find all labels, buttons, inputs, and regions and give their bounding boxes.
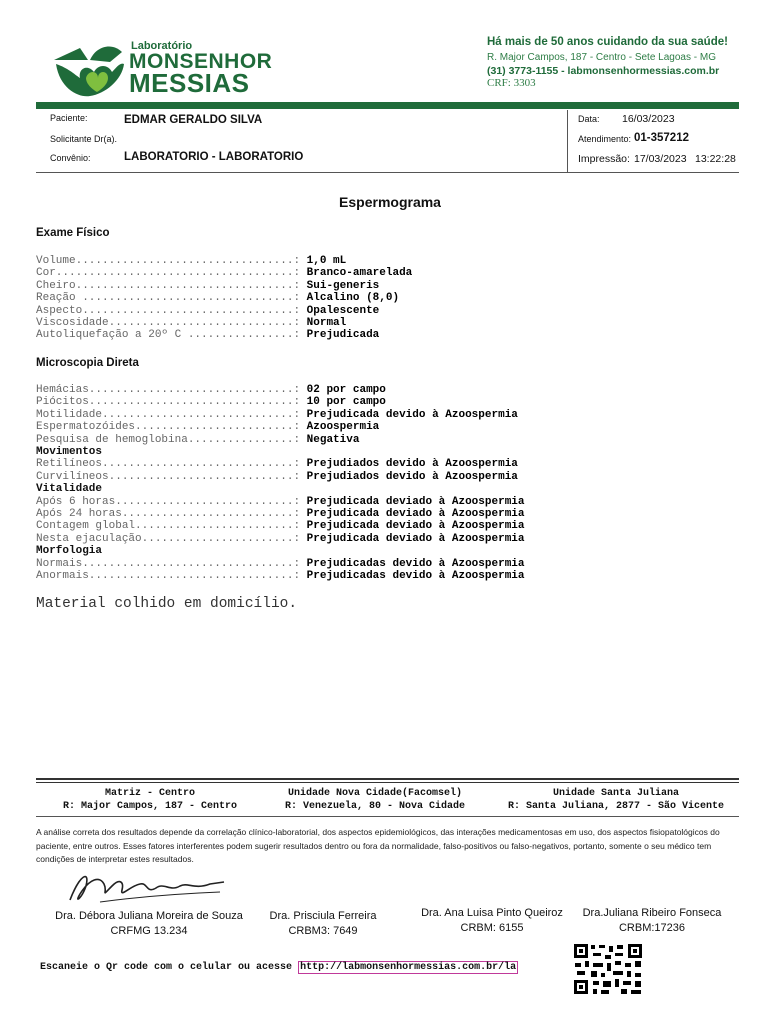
header-contact: (31) 3773-1155 - labmonsenhormessias.com.br	[487, 65, 720, 77]
list-item: Motilidade.............................: Prejudicada devido à Azoospermia	[36, 408, 518, 421]
qr-code-icon[interactable]	[573, 943, 643, 995]
signature-image	[60, 864, 230, 910]
unit-name: Unidade Nova Cidade(Facomsel)	[287, 788, 463, 799]
paciente-label: Paciente:	[50, 113, 88, 123]
subheading-vitalidade: Vitalidade	[36, 483, 103, 496]
list-item: Reação ................................: Alcalino (8,0)	[36, 292, 400, 305]
data-value: 16/03/2023	[622, 113, 675, 125]
unit-matriz	[36, 787, 264, 813]
section-microscopia: Microscopia Direta	[36, 357, 139, 369]
list-item: Retilíneos.............................: Prejudiados devido à Azoospermia	[36, 458, 518, 471]
units-top-rule	[36, 778, 739, 780]
tagline: Há mais de 50 anos cuidando da sua saúde!	[487, 36, 728, 48]
signer-registration: CRBM3: 7649	[288, 924, 358, 937]
signature-block	[258, 909, 388, 938]
signer-name: Dra. Prisciula Ferreira	[269, 910, 377, 922]
qr-instructions	[40, 962, 518, 973]
unit-santa-juliana	[488, 787, 744, 813]
impressao-label: Impressão:	[578, 153, 630, 165]
exam-title: Espermograma	[339, 194, 441, 210]
collection-note: Material colhido em domicílio.	[36, 596, 298, 612]
signature-block	[36, 909, 262, 938]
signer-registration: CRFMG 13.234	[110, 924, 188, 937]
signature-block	[572, 906, 732, 935]
patient-divider	[567, 110, 568, 172]
header-green-bar	[36, 102, 739, 109]
patient-bottom-rule	[36, 172, 739, 173]
exam-title-wrap	[0, 194, 768, 210]
unit-nova-cidade	[262, 787, 488, 813]
signer-name: Dra. Débora Juliana Moreira de Souza	[55, 910, 243, 922]
logo-line1: MONSENHOR	[129, 50, 273, 73]
qr-link[interactable]: http://labmonsenhormessias.com.br/la	[300, 962, 517, 973]
solicitante-label: Solicitante Dr(a).	[50, 134, 118, 144]
signer-registration: CRBM: 6155	[460, 921, 524, 934]
list-item: Piócitos...............................: 10 por campo	[36, 396, 386, 409]
list-item: Volume.................................: 1,0 mL	[36, 255, 347, 267]
header-crf: CRF: 3303	[487, 77, 536, 89]
unit-address: R: Venezuela, 80 - Nova Cidade	[284, 801, 466, 812]
micro-list	[36, 384, 525, 583]
convenio-label: Convênio:	[50, 153, 91, 163]
list-item: Após 24 horas..........................: Prejudicada deviado à Azoospermia	[36, 508, 525, 521]
unit-address: R: Santa Juliana, 2877 - São Vicente	[507, 801, 725, 812]
list-item: Cor....................................: Branco-amarelada	[36, 267, 413, 280]
fisico-list	[36, 255, 412, 342]
list-item: Nesta ejaculação.......................: Prejudicada deviado à Azoospermia	[36, 532, 525, 545]
heart-hand-logo-icon	[50, 38, 130, 100]
unit-name: Unidade Santa Juliana	[552, 788, 680, 799]
list-item: Anormais...............................: Prejudicadas devido à Azoospermia	[36, 570, 525, 583]
signer-name: Dra.Juliana Ribeiro Fonseca	[582, 907, 722, 919]
logo-label-laboratorio: Laboratório	[131, 40, 193, 52]
impressao-date: 17/03/2023	[634, 153, 687, 165]
list-item: Viscosidade............................: Normal	[36, 317, 347, 330]
list-item: Contagem global........................: Prejudicada deviado à Azoospermia	[36, 520, 525, 533]
section-exame-fisico: Exame Físico	[36, 227, 110, 239]
list-item: Aspecto................................: Opalescente	[36, 304, 380, 317]
signer-registration: CRBM:17236	[618, 921, 686, 934]
disclaimer-text: A análise correta dos resultados depende da correlação clínico-laboratorial, dos aspectos epidemiológicos, das interações medicamentosas em uso, dos aspectos fisiopatológicos do paciente, entre outros. Esses fatores interferentes podem sugerir resultados dentro ou fora da normalidade, falso-positivos ou falso-negativos, portanto, somente o seu médico tem condições de interpretar estes resultados.	[36, 827, 720, 864]
list-item: Hemácias...............................: 02 por campo	[36, 384, 386, 396]
unit-name: Matriz - Centro	[104, 788, 195, 799]
impressao-time: 13:22:28	[695, 153, 736, 165]
subheading-morfologia: Morfologia	[36, 545, 103, 558]
units-top-rule-2	[36, 782, 739, 783]
list-item: Normais................................: Prejudicadas devido à Azoospermia	[36, 557, 525, 570]
signature-block	[412, 906, 572, 935]
subheading-movimentos: Movimentos	[36, 446, 103, 459]
list-item: Autoliquefação a 20º C ................: Prejudicada	[36, 329, 380, 342]
units-bottom-rule	[36, 816, 739, 817]
data-label: Data:	[578, 114, 600, 124]
signer-name: Dra. Ana Luisa Pinto Queiroz	[421, 907, 563, 919]
atendimento-label: Atendimento:	[578, 134, 632, 144]
convenio-value: LABORATORIO - LABORATORIO	[124, 151, 304, 163]
list-item: Cheiro.................................: Sui-generis	[36, 279, 380, 292]
paciente-name: EDMAR GERALDO SILVA	[124, 114, 263, 126]
unit-address: R: Major Campos, 187 - Centro	[62, 801, 238, 812]
list-item: Pesquisa de hemoglobina................: Negativa	[36, 433, 360, 446]
logo-line2: MESSIAS	[129, 68, 250, 98]
atendimento-value: 01-357212	[634, 132, 689, 144]
qr-scan-text: Escaneie o Qr code com o celular ou acesse	[40, 962, 293, 973]
list-item: Curvilíneos............................: Prejudiados devido à Azoospermia	[36, 470, 518, 483]
list-item: Após 6 horas...........................: Prejudicada deviado à Azoospermia	[36, 495, 525, 508]
header-address: R. Major Campos, 187 - Centro - Sete Lagoas - MG	[487, 52, 716, 63]
list-item: Espermatozóides........................: Azoospermia	[36, 421, 380, 434]
